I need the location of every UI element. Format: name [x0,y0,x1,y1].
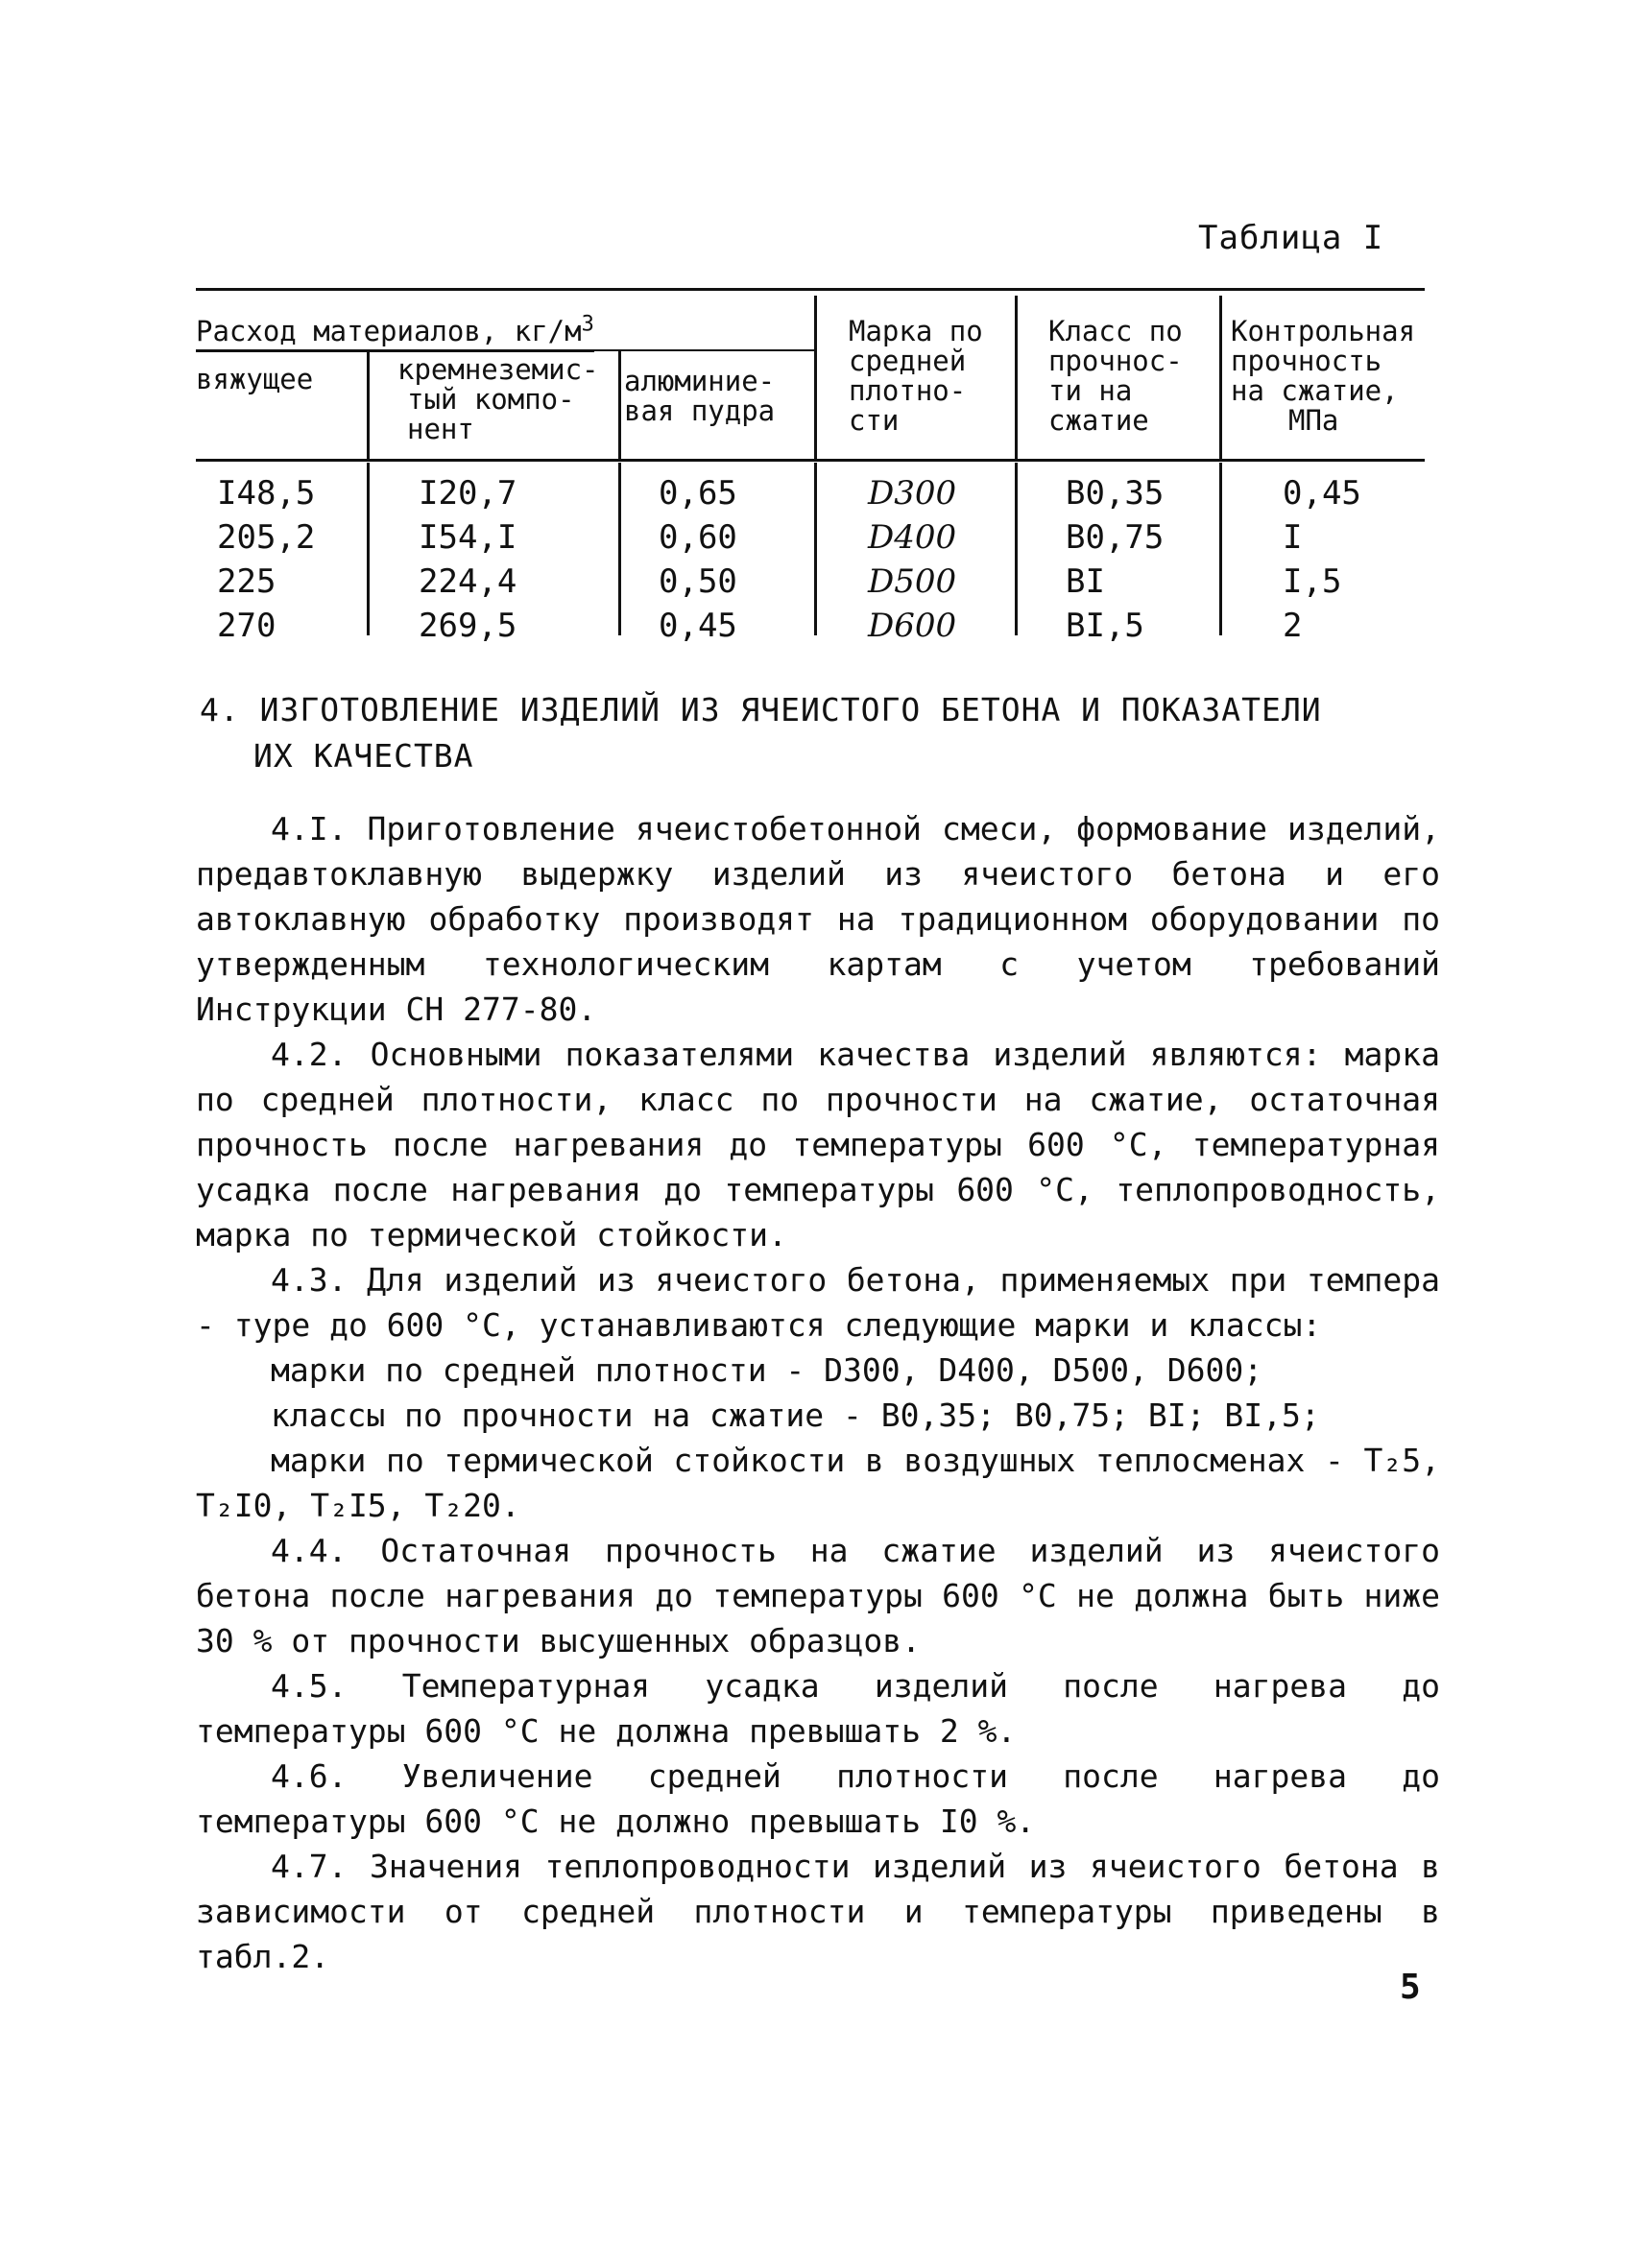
cell-density: D400 [868,518,957,557]
cell-binder: 205,2 [217,518,316,557]
table-caption: Таблица I [1198,219,1384,257]
paragraph-4-5: 4.5. Температурная усадка изделий после нагрева до температуры 600 °С не должна превышать 2 %. [196,1667,1440,1750]
col-divider [1219,296,1222,459]
page-number: 5 [1400,1968,1421,2007]
header-silica: кремнеземис- тый компо- нент [397,353,599,445]
cell-density: D500 [868,562,957,601]
list-thermal-grades: марки по термической стойкости в воздушных теплосменах - Т₂5, Т₂I0, Т₂I5, Т₂20. [196,1442,1440,1524]
paragraph-4-1: 4.I. Приготовление ячеистобетонной смеси, формование изделий, предавтоклавную выдержку изделий из ячеистого бетона и его автоклавную обработку производят на традиционном оборудовании по утвержденным технологическим картам с учетом требований Инструкции СН 277-80. [196,810,1440,1028]
col-divider [367,463,370,635]
body-text [196,806,1440,1979]
col-divider [367,349,370,459]
section-heading [200,687,1322,779]
section-heading-line1: 4. ИЗГОТОВЛЕНИЕ ИЗДЕЛИЙ ИЗ ЯЧЕИСТОГО БЕТОНА И ПОКАЗАТЕЛИ [200,691,1322,728]
header-binder: вяжущее [196,363,314,395]
col-divider [1015,463,1018,635]
cell-control: 2 [1283,607,1303,645]
header-aluminum: алюминие- вая пудра [624,365,776,427]
section-heading-line2: ИХ КАЧЕСТВА [253,737,474,775]
cell-silica: I20,7 [419,474,517,513]
col-divider [814,296,817,459]
cell-silica: 269,5 [419,607,517,645]
cell-density: D600 [868,607,957,645]
cell-class: ВI [1066,562,1105,601]
cell-binder: I48,5 [217,474,316,513]
paragraph-4-2: 4.2. Основными показателями качества изделий являются: марка по средней плотности, класс по прочности на сжатие, остаточная прочность после нагревания до температуры 600 °С, температурная усадка после нагревания до температуры 600 °С, теплопроводность, марка по термической стойкости. [196,1036,1440,1253]
paragraph-4-3: 4.3. Для изделий из ячеистого бетона, применяемых при темпера - туре до 600 °С, устанавливаются следующие марки и классы: [196,1261,1440,1344]
cell-aluminum: 0,60 [659,518,737,557]
materials-header: Расход материалов, $кг/м^3$ [196,317,594,346]
cell-density: D300 [868,474,957,513]
cell-class: В0,35 [1066,474,1165,513]
cell-control: 0,45 [1283,474,1361,513]
superscript-3: 3 [581,312,594,337]
cell-silica: 224,4 [419,562,517,601]
cell-class: ВI,5 [1066,607,1144,645]
cell-silica: I54,I [419,518,517,557]
cell-binder: 270 [217,607,276,645]
col-divider [814,463,817,635]
cell-control: I [1283,518,1303,557]
list-density-grades: марки по средней плотности - D300, D400, D500, D600; [271,1351,1263,1389]
col-divider [1015,296,1018,459]
col-divider [1219,463,1222,635]
cell-aluminum: 0,45 [659,607,737,645]
cell-aluminum: 0,50 [659,562,737,601]
col-divider [618,463,621,635]
header-density-grade: Марка по средней плотно- сти [849,315,983,437]
cell-binder: 225 [217,562,276,601]
cell-aluminum: 0,65 [659,474,737,513]
cell-control: I,5 [1283,562,1342,601]
table-top-rule [196,288,1425,291]
header-strength-class: Класс по прочнос- ти на сжатие [1048,315,1183,437]
table-header-rule [196,459,1425,462]
paragraph-4-7: 4.7. Значения теплопроводности изделий из ячеистого бетона в зависимости от средней плотности и температуры приведены в табл.2. [196,1848,1440,1975]
header-control-strength: Контрольная прочность на сжатие, МПа [1231,315,1416,437]
paragraph-4-4: 4.4. Остаточная прочность на сжатие изделий из ячеистого бетона после нагревания до температуры 600 °С не должна быть ниже 30 % от прочности высушенных образцов. [196,1532,1440,1659]
paragraph-4-6: 4.6. Увеличение средней плотности после нагрева до температуры 600 °С не должно превышать I0 %. [196,1757,1440,1840]
list-strength-classes: классы по прочности на сжатие - В0,35; В0,75; ВI; ВI,5; [271,1397,1320,1434]
col-divider [618,349,621,459]
cell-class: В0,75 [1066,518,1165,557]
